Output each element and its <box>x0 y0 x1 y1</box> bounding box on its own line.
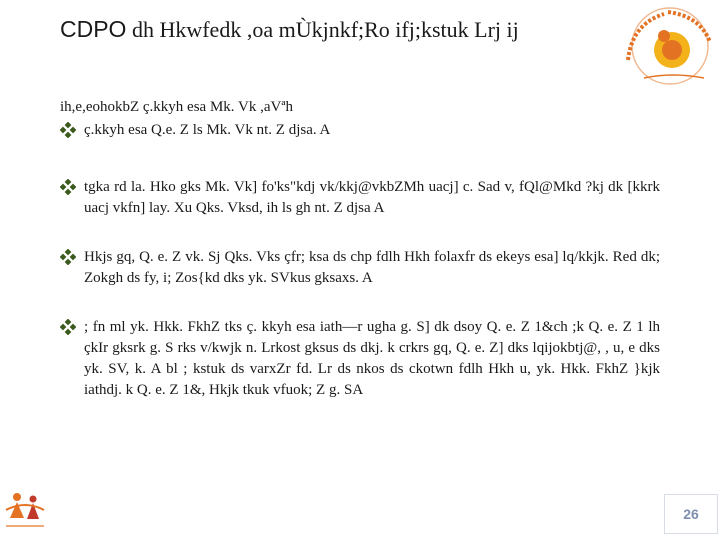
subheading: ih,e,eohokbZ ç.kkyh esa Mk. Vk ,aVªh <box>60 99 293 115</box>
beti-bachao-logo <box>2 488 48 534</box>
page-number-box <box>664 494 718 534</box>
pmmvy-logo <box>604 2 720 90</box>
list-item-text: tgka rd la. Hko gks Mk. Vk] fo'ks"kdj vk/kkj@vkbZMh uacj] c. Sad v, fQl@Mkd ?kj dk [kkrk uacj vkfn] lay. Xu Qks. Vksd, ih ls gh nt. Z djsa A <box>84 179 660 216</box>
page-title <box>60 14 580 45</box>
list-item-text: ; fn ml yk. Hkk. FkhZ tks ç. kkyh esa iath—r ugha g. S] dk dsoy Q. e. Z 1&ch ;k Q. e. Z 1 lh çkIr gksrk g. S rks v/kwjk n. Lrkost gksus ds dkj. k crkrs gq, Q. e. Z] dks lqijokbtj@, , u, e dks yk. SV, k. A bl ; kstuk ds varxZr fd. Lr ds nkos ds ckotwn fdlh Hkh u, yk. Hkk. FkhZ }kjk iathdj. k Q. e. Z 1&, Hkjk tkuk vfuok; Z g. SA <box>84 319 660 398</box>
diamond-bullet-icon <box>60 179 76 195</box>
page-number: 26 <box>683 506 699 522</box>
list-item-text: ç.kkyh esa Q.e. Z ls Mk. Vk nt. Z djsa. A <box>84 122 331 138</box>
diamond-bullet-icon <box>60 249 76 265</box>
list-item <box>60 317 660 401</box>
list-item <box>60 120 660 141</box>
bullet-list <box>60 120 660 401</box>
diamond-bullet-icon <box>60 319 76 335</box>
list-item <box>60 247 660 289</box>
title-text: dh Hkwfedk ,oa mÙkjnkf;Ro ifj;kstuk Lrj ij <box>131 17 519 42</box>
list-item <box>60 177 660 219</box>
title-prefix: CDPO <box>60 16 127 42</box>
list-item-text: Hkjs gq, Q. e. Z vk. Sj Qks. Vks çfr; ksa ds chp fdlh Hkh folaxfr ds ekeys esa] lq/kkjk. Red dk; Zokgh ds fy, i; Zos{kd dks yk. SVkus gksaxs. A <box>84 249 660 286</box>
diamond-bullet-icon <box>60 122 76 138</box>
